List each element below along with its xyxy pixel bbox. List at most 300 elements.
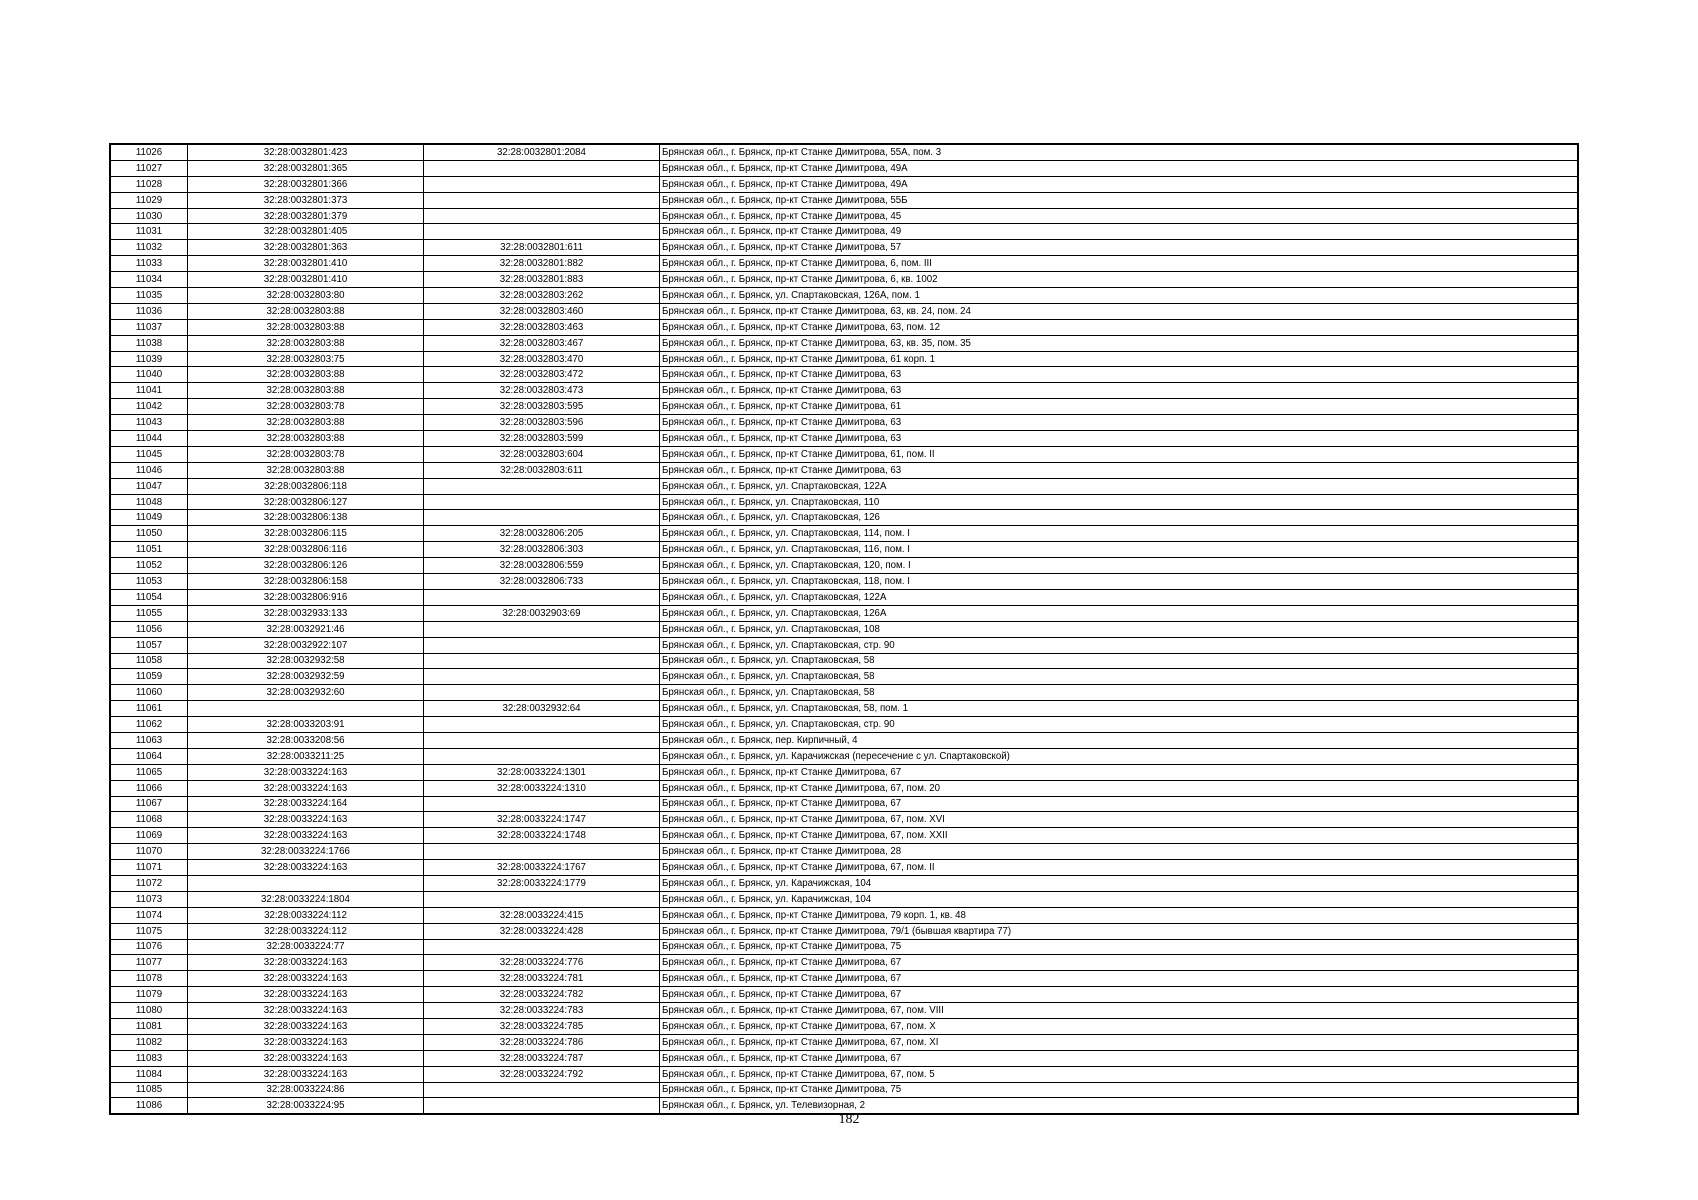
- address-cell: Брянская обл., г. Брянск, пр-кт Станке Димитрова, 63: [660, 431, 1578, 447]
- table-row: [111, 907, 1578, 923]
- cadastral-number-cell: 32:28:0033224:163: [188, 1018, 424, 1034]
- address-cell: Брянская обл., г. Брянск, пр-кт Станке Димитрова, 61 корп. 1: [660, 351, 1578, 367]
- table-row: [111, 145, 1578, 161]
- cadastral-number-cell: 32:28:0032803:88: [188, 319, 424, 335]
- premises-cadastral-number-cell: 32:28:0032803:473: [424, 383, 660, 399]
- premises-cadastral-number-cell: 32:28:0033224:1748: [424, 828, 660, 844]
- premises-cadastral-number-cell: [424, 494, 660, 510]
- row-number-cell: 11054: [111, 589, 188, 605]
- address-cell: Брянская обл., г. Брянск, пр-кт Станке Димитрова, 63, кв. 24, пом. 24: [660, 303, 1578, 319]
- registry-table-body: [111, 145, 1578, 1114]
- premises-cadastral-number-cell: 32:28:0032801:883: [424, 272, 660, 288]
- premises-cadastral-number-cell: [424, 653, 660, 669]
- cadastral-number-cell: 32:28:0032806:115: [188, 526, 424, 542]
- table-row: [111, 574, 1578, 590]
- row-number-cell: 11056: [111, 621, 188, 637]
- cadastral-number-cell: 32:28:0032801:423: [188, 145, 424, 161]
- address-cell: Брянская обл., г. Брянск, ул. Спартаковская, 110: [660, 494, 1578, 510]
- address-cell: Брянская обл., г. Брянск, пр-кт Станке Димитрова, 63, кв. 35, пом. 35: [660, 335, 1578, 351]
- cadastral-number-cell: 32:28:0032803:80: [188, 288, 424, 304]
- row-number-cell: 11052: [111, 558, 188, 574]
- table-row: [111, 669, 1578, 685]
- row-number-cell: 11061: [111, 701, 188, 717]
- table-row: [111, 685, 1578, 701]
- row-number-cell: 11070: [111, 844, 188, 860]
- premises-cadastral-number-cell: 32:28:0032806:559: [424, 558, 660, 574]
- table-row: [111, 780, 1578, 796]
- cadastral-number-cell: 32:28:0032801:410: [188, 256, 424, 272]
- cadastral-number-cell: 32:28:0033224:163: [188, 812, 424, 828]
- cadastral-number-cell: 32:28:0032806:138: [188, 510, 424, 526]
- cadastral-number-cell: 32:28:0032803:88: [188, 415, 424, 431]
- cadastral-number-cell: 32:28:0032803:75: [188, 351, 424, 367]
- address-cell: Брянская обл., г. Брянск, ул. Телевизорная, 2: [660, 1098, 1578, 1114]
- row-number-cell: 11050: [111, 526, 188, 542]
- premises-cadastral-number-cell: [424, 685, 660, 701]
- row-number-cell: 11071: [111, 860, 188, 876]
- premises-cadastral-number-cell: 32:28:0032803:262: [424, 288, 660, 304]
- premises-cadastral-number-cell: [424, 637, 660, 653]
- row-number-cell: 11035: [111, 288, 188, 304]
- cadastral-number-cell: 32:28:0032803:88: [188, 462, 424, 478]
- premises-cadastral-number-cell: [424, 478, 660, 494]
- row-number-cell: 11057: [111, 637, 188, 653]
- table-row: [111, 605, 1578, 621]
- address-cell: Брянская обл., г. Брянск, ул. Спартаковская, 126А: [660, 605, 1578, 621]
- address-cell: Брянская обл., г. Брянск, ул. Спартаковская, 120, пом. I: [660, 558, 1578, 574]
- row-number-cell: 11055: [111, 605, 188, 621]
- premises-cadastral-number-cell: 32:28:0032803:472: [424, 367, 660, 383]
- table-row: [111, 1034, 1578, 1050]
- premises-cadastral-number-cell: 32:28:0032803:604: [424, 446, 660, 462]
- address-cell: Брянская обл., г. Брянск, ул. Карачижская (пересечение с ул. Спартаковской): [660, 748, 1578, 764]
- table-row: [111, 208, 1578, 224]
- address-cell: Брянская обл., г. Брянск, ул. Спартаковская, 122А: [660, 478, 1578, 494]
- row-number-cell: 11042: [111, 399, 188, 415]
- premises-cadastral-number-cell: [424, 589, 660, 605]
- address-cell: Брянская обл., г. Брянск, пр-кт Станке Димитрова, 75: [660, 939, 1578, 955]
- cadastral-number-cell: 32:28:0033224:1804: [188, 891, 424, 907]
- table-row: [111, 701, 1578, 717]
- address-cell: Брянская обл., г. Брянск, пр-кт Станке Димитрова, 79/1 (бывшая квартира 77): [660, 923, 1578, 939]
- row-number-cell: 11073: [111, 891, 188, 907]
- address-cell: Брянская обл., г. Брянск, ул. Карачижская, 104: [660, 891, 1578, 907]
- premises-cadastral-number-cell: 32:28:0032801:2084: [424, 145, 660, 161]
- cadastral-number-cell: 32:28:0032803:88: [188, 335, 424, 351]
- address-cell: Брянская обл., г. Брянск, пр-кт Станке Димитрова, 63: [660, 367, 1578, 383]
- row-number-cell: 11040: [111, 367, 188, 383]
- premises-cadastral-number-cell: 32:28:0033224:415: [424, 907, 660, 923]
- row-number-cell: 11060: [111, 685, 188, 701]
- cadastral-number-cell: 32:28:0033224:164: [188, 796, 424, 812]
- premises-cadastral-number-cell: 32:28:0033224:781: [424, 971, 660, 987]
- cadastral-number-cell: 32:28:0032803:88: [188, 367, 424, 383]
- address-cell: Брянская обл., г. Брянск, пр-кт Станке Димитрова, 67: [660, 764, 1578, 780]
- cadastral-number-cell: 32:28:0033224:163: [188, 1050, 424, 1066]
- table-row: [111, 717, 1578, 733]
- premises-cadastral-number-cell: 32:28:0033224:792: [424, 1066, 660, 1082]
- address-cell: Брянская обл., г. Брянск, пр-кт Станке Димитрова, 63: [660, 415, 1578, 431]
- cadastral-number-cell: 32:28:0032806:118: [188, 478, 424, 494]
- address-cell: Брянская обл., г. Брянск, пр-кт Станке Димитрова, 67, пом. XI: [660, 1034, 1578, 1050]
- premises-cadastral-number-cell: 32:28:0032903:69: [424, 605, 660, 621]
- cadastral-number-cell: 32:28:0033224:163: [188, 764, 424, 780]
- premises-cadastral-number-cell: [424, 208, 660, 224]
- table-row: [111, 748, 1578, 764]
- row-number-cell: 11081: [111, 1018, 188, 1034]
- row-number-cell: 11032: [111, 240, 188, 256]
- premises-cadastral-number-cell: 32:28:0033224:782: [424, 987, 660, 1003]
- table-row: [111, 875, 1578, 891]
- row-number-cell: 11027: [111, 160, 188, 176]
- row-number-cell: 11044: [111, 431, 188, 447]
- table-row: [111, 844, 1578, 860]
- row-number-cell: 11063: [111, 732, 188, 748]
- cadastral-number-cell: 32:28:0032932:58: [188, 653, 424, 669]
- table-row: [111, 891, 1578, 907]
- premises-cadastral-number-cell: [424, 510, 660, 526]
- premises-cadastral-number-cell: 32:28:0033224:787: [424, 1050, 660, 1066]
- row-number-cell: 11028: [111, 176, 188, 192]
- row-number-cell: 11030: [111, 208, 188, 224]
- row-number-cell: 11045: [111, 446, 188, 462]
- cadastral-number-cell: 32:28:0032932:59: [188, 669, 424, 685]
- address-cell: Брянская обл., г. Брянск, пр-кт Станке Димитрова, 67, пом. 20: [660, 780, 1578, 796]
- premises-cadastral-number-cell: [424, 224, 660, 240]
- cadastral-number-cell: 32:28:0032803:88: [188, 431, 424, 447]
- premises-cadastral-number-cell: [424, 796, 660, 812]
- address-cell: Брянская обл., г. Брянск, пр-кт Станке Димитрова, 67: [660, 987, 1578, 1003]
- table-row: [111, 987, 1578, 1003]
- cadastral-number-cell: 32:28:0032803:88: [188, 383, 424, 399]
- address-cell: Брянская обл., г. Брянск, ул. Спартаковская, 116, пом. I: [660, 542, 1578, 558]
- address-cell: Брянская обл., г. Брянск, ул. Спартаковская, 122А: [660, 589, 1578, 605]
- premises-cadastral-number-cell: 32:28:0033224:1747: [424, 812, 660, 828]
- row-number-cell: 11085: [111, 1082, 188, 1098]
- cadastral-number-cell: 32:28:0033224:163: [188, 1066, 424, 1082]
- cadastral-number-cell: 32:28:0033224:163: [188, 860, 424, 876]
- cadastral-number-cell: 32:28:0033208:56: [188, 732, 424, 748]
- address-cell: Брянская обл., г. Брянск, пр-кт Станке Димитрова, 63, пом. 12: [660, 319, 1578, 335]
- premises-cadastral-number-cell: 32:28:0033224:1301: [424, 764, 660, 780]
- premises-cadastral-number-cell: 32:28:0033224:786: [424, 1034, 660, 1050]
- address-cell: Брянская обл., г. Брянск, ул. Спартаковская, 58: [660, 669, 1578, 685]
- row-number-cell: 11068: [111, 812, 188, 828]
- address-cell: Брянская обл., г. Брянск, пр-кт Станке Димитрова, 67, пом. XVI: [660, 812, 1578, 828]
- cadastral-number-cell: 32:28:0032803:78: [188, 446, 424, 462]
- premises-cadastral-number-cell: [424, 844, 660, 860]
- premises-cadastral-number-cell: [424, 621, 660, 637]
- table-row: [111, 558, 1578, 574]
- address-cell: Брянская обл., г. Брянск, пр-кт Станке Димитрова, 67: [660, 1050, 1578, 1066]
- address-cell: Брянская обл., г. Брянск, пр-кт Станке Димитрова, 63: [660, 383, 1578, 399]
- table-row: [111, 1050, 1578, 1066]
- table-row: [111, 1003, 1578, 1019]
- address-cell: Брянская обл., г. Брянск, пр-кт Станке Димитрова, 63: [660, 462, 1578, 478]
- address-cell: Брянская обл., г. Брянск, ул. Карачижская, 104: [660, 875, 1578, 891]
- premises-cadastral-number-cell: 32:28:0032801:882: [424, 256, 660, 272]
- table-row: [111, 637, 1578, 653]
- table-row: [111, 621, 1578, 637]
- cadastral-number-cell: 32:28:0032933:133: [188, 605, 424, 621]
- cadastral-number-cell: 32:28:0032932:60: [188, 685, 424, 701]
- premises-cadastral-number-cell: [424, 717, 660, 733]
- row-number-cell: 11066: [111, 780, 188, 796]
- cadastral-number-cell: 32:28:0033224:1766: [188, 844, 424, 860]
- registry-table: [110, 144, 1578, 1114]
- premises-cadastral-number-cell: [424, 669, 660, 685]
- row-number-cell: 11080: [111, 1003, 188, 1019]
- premises-cadastral-number-cell: [424, 160, 660, 176]
- premises-cadastral-number-cell: 32:28:0032803:596: [424, 415, 660, 431]
- row-number-cell: 11065: [111, 764, 188, 780]
- cadastral-number-cell: 32:28:0033224:163: [188, 987, 424, 1003]
- row-number-cell: 11049: [111, 510, 188, 526]
- address-cell: Брянская обл., г. Брянск, пр-кт Станке Димитрова, 6, пом. III: [660, 256, 1578, 272]
- row-number-cell: 11037: [111, 319, 188, 335]
- premises-cadastral-number-cell: 32:28:0032803:463: [424, 319, 660, 335]
- table-row: [111, 510, 1578, 526]
- premises-cadastral-number-cell: 32:28:0032801:611: [424, 240, 660, 256]
- row-number-cell: 11062: [111, 717, 188, 733]
- cadastral-number-cell: 32:28:0032801:373: [188, 192, 424, 208]
- table-row: [111, 160, 1578, 176]
- address-cell: Брянская обл., г. Брянск, пр-кт Станке Димитрова, 67: [660, 796, 1578, 812]
- cadastral-number-cell: 32:28:0033224:163: [188, 780, 424, 796]
- address-cell: Брянская обл., г. Брянск, пр-кт Станке Димитрова, 28: [660, 844, 1578, 860]
- address-cell: Брянская обл., г. Брянск, пр-кт Станке Димитрова, 75: [660, 1082, 1578, 1098]
- address-cell: Брянская обл., г. Брянск, пр-кт Станке Димитрова, 67, пом. II: [660, 860, 1578, 876]
- premises-cadastral-number-cell: 32:28:0033224:428: [424, 923, 660, 939]
- address-cell: Брянская обл., г. Брянск, пр-кт Станке Димитрова, 67, пом. X: [660, 1018, 1578, 1034]
- row-number-cell: 11033: [111, 256, 188, 272]
- row-number-cell: 11038: [111, 335, 188, 351]
- cadastral-number-cell: 32:28:0033224:163: [188, 971, 424, 987]
- address-cell: Брянская обл., г. Брянск, ул. Спартаковская, 108: [660, 621, 1578, 637]
- cadastral-number-cell: 32:28:0032801:410: [188, 272, 424, 288]
- premises-cadastral-number-cell: 32:28:0033224:776: [424, 955, 660, 971]
- cadastral-number-cell: 32:28:0032806:126: [188, 558, 424, 574]
- table-row: [111, 1018, 1578, 1034]
- cadastral-number-cell: 32:28:0033224:163: [188, 828, 424, 844]
- address-cell: Брянская обл., г. Брянск, пр-кт Станке Димитрова, 61: [660, 399, 1578, 415]
- address-cell: Брянская обл., г. Брянск, пр-кт Станке Димитрова, 67, пом. VIII: [660, 1003, 1578, 1019]
- table-row: [111, 288, 1578, 304]
- cadastral-number-cell: [188, 701, 424, 717]
- table-row: [111, 462, 1578, 478]
- table-row: [111, 796, 1578, 812]
- premises-cadastral-number-cell: [424, 891, 660, 907]
- address-cell: Брянская обл., г. Брянск, ул. Спартаковская, 58, пом. 1: [660, 701, 1578, 717]
- row-number-cell: 11075: [111, 923, 188, 939]
- table-row: [111, 176, 1578, 192]
- cadastral-number-cell: 32:28:0032803:78: [188, 399, 424, 415]
- table-row: [111, 478, 1578, 494]
- cadastral-number-cell: 32:28:0032801:363: [188, 240, 424, 256]
- table-row: [111, 240, 1578, 256]
- table-row: [111, 399, 1578, 415]
- table-row: [111, 589, 1578, 605]
- premises-cadastral-number-cell: 32:28:0032806:733: [424, 574, 660, 590]
- premises-cadastral-number-cell: 32:28:0033224:1779: [424, 875, 660, 891]
- premises-cadastral-number-cell: 32:28:0032806:303: [424, 542, 660, 558]
- address-cell: Брянская обл., г. Брянск, ул. Спартаковская, стр. 90: [660, 717, 1578, 733]
- row-number-cell: 11059: [111, 669, 188, 685]
- table-row: [111, 303, 1578, 319]
- address-cell: Брянская обл., г. Брянск, ул. Спартаковская, 126: [660, 510, 1578, 526]
- row-number-cell: 11083: [111, 1050, 188, 1066]
- table-row: [111, 828, 1578, 844]
- premises-cadastral-number-cell: 32:28:0032932:64: [424, 701, 660, 717]
- cadastral-number-cell: 32:28:0032806:916: [188, 589, 424, 605]
- row-number-cell: 11046: [111, 462, 188, 478]
- premises-cadastral-number-cell: [424, 732, 660, 748]
- cadastral-number-cell: 32:28:0033211:25: [188, 748, 424, 764]
- cadastral-number-cell: 32:28:0032922:107: [188, 637, 424, 653]
- address-cell: Брянская обл., г. Брянск, пр-кт Станке Димитрова, 61, пом. II: [660, 446, 1578, 462]
- cadastral-number-cell: 32:28:0032921:46: [188, 621, 424, 637]
- table-row: [111, 939, 1578, 955]
- premises-cadastral-number-cell: 32:28:0032803:470: [424, 351, 660, 367]
- premises-cadastral-number-cell: 32:28:0033224:785: [424, 1018, 660, 1034]
- cadastral-number-cell: 32:28:0032803:88: [188, 303, 424, 319]
- row-number-cell: 11026: [111, 145, 188, 161]
- address-cell: Брянская обл., г. Брянск, пр-кт Станке Димитрова, 49А: [660, 176, 1578, 192]
- row-number-cell: 11053: [111, 574, 188, 590]
- table-row: [111, 1082, 1578, 1098]
- cadastral-number-cell: 32:28:0032806:158: [188, 574, 424, 590]
- row-number-cell: 11029: [111, 192, 188, 208]
- table-row: [111, 732, 1578, 748]
- address-cell: Брянская обл., г. Брянск, пр-кт Станке Димитрова, 55Б: [660, 192, 1578, 208]
- cadastral-number-cell: 32:28:0033203:91: [188, 717, 424, 733]
- table-row: [111, 923, 1578, 939]
- cadastral-number-cell: 32:28:0033224:163: [188, 1034, 424, 1050]
- table-row: [111, 764, 1578, 780]
- address-cell: Брянская обл., г. Брянск, пр-кт Станке Димитрова, 55А, пом. 3: [660, 145, 1578, 161]
- row-number-cell: 11076: [111, 939, 188, 955]
- table-row: [111, 224, 1578, 240]
- address-cell: Брянская обл., г. Брянск, ул. Спартаковская, 58: [660, 653, 1578, 669]
- premises-cadastral-number-cell: 32:28:0032803:595: [424, 399, 660, 415]
- table-row: [111, 526, 1578, 542]
- row-number-cell: 11048: [111, 494, 188, 510]
- table-row: [111, 446, 1578, 462]
- row-number-cell: 11034: [111, 272, 188, 288]
- address-cell: Брянская обл., г. Брянск, пр-кт Станке Димитрова, 67, пом. 5: [660, 1066, 1578, 1082]
- address-cell: Брянская обл., г. Брянск, пр-кт Станке Димитрова, 45: [660, 208, 1578, 224]
- cadastral-number-cell: 32:28:0032806:127: [188, 494, 424, 510]
- address-cell: Брянская обл., г. Брянск, пр-кт Станке Димитрова, 57: [660, 240, 1578, 256]
- premises-cadastral-number-cell: [424, 176, 660, 192]
- premises-cadastral-number-cell: 32:28:0033224:1310: [424, 780, 660, 796]
- table-row: [111, 971, 1578, 987]
- cadastral-number-cell: 32:28:0033224:95: [188, 1098, 424, 1114]
- row-number-cell: 11077: [111, 955, 188, 971]
- premises-cadastral-number-cell: 32:28:0033224:783: [424, 1003, 660, 1019]
- address-cell: Брянская обл., г. Брянск, пр-кт Станке Димитрова, 79 корп. 1, кв. 48: [660, 907, 1578, 923]
- cadastral-number-cell: 32:28:0032801:365: [188, 160, 424, 176]
- premises-cadastral-number-cell: [424, 192, 660, 208]
- cadastral-number-cell: [188, 875, 424, 891]
- table-row: [111, 415, 1578, 431]
- table-row: [111, 860, 1578, 876]
- table-row: [111, 431, 1578, 447]
- address-cell: Брянская обл., г. Брянск, ул. Спартаковская, стр. 90: [660, 637, 1578, 653]
- row-number-cell: 11064: [111, 748, 188, 764]
- address-cell: Брянская обл., г. Брянск, пр-кт Станке Димитрова, 67: [660, 971, 1578, 987]
- cadastral-number-cell: 32:28:0033224:163: [188, 1003, 424, 1019]
- premises-cadastral-number-cell: [424, 748, 660, 764]
- cadastral-number-cell: 32:28:0032801:405: [188, 224, 424, 240]
- cadastral-number-cell: 32:28:0033224:163: [188, 955, 424, 971]
- address-cell: Брянская обл., г. Брянск, пр-кт Станке Димитрова, 49: [660, 224, 1578, 240]
- premises-cadastral-number-cell: 32:28:0033224:1767: [424, 860, 660, 876]
- row-number-cell: 11043: [111, 415, 188, 431]
- table-row: [111, 812, 1578, 828]
- table-row: [111, 367, 1578, 383]
- address-cell: Брянская обл., г. Брянск, пр-кт Станке Димитрова, 49А: [660, 160, 1578, 176]
- address-cell: Брянская обл., г. Брянск, ул. Спартаковская, 118, пом. I: [660, 574, 1578, 590]
- address-cell: Брянская обл., г. Брянск, пр-кт Станке Димитрова, 6, кв. 1002: [660, 272, 1578, 288]
- premises-cadastral-number-cell: 32:28:0032803:460: [424, 303, 660, 319]
- row-number-cell: 11084: [111, 1066, 188, 1082]
- row-number-cell: 11074: [111, 907, 188, 923]
- cadastral-number-cell: 32:28:0033224:77: [188, 939, 424, 955]
- premises-cadastral-number-cell: 32:28:0032803:599: [424, 431, 660, 447]
- cadastral-number-cell: 32:28:0033224:86: [188, 1082, 424, 1098]
- row-number-cell: 11086: [111, 1098, 188, 1114]
- row-number-cell: 11072: [111, 875, 188, 891]
- table-row: [111, 351, 1578, 367]
- premises-cadastral-number-cell: [424, 939, 660, 955]
- table-row: [111, 542, 1578, 558]
- row-number-cell: 11041: [111, 383, 188, 399]
- table-row: [111, 192, 1578, 208]
- table-row: [111, 383, 1578, 399]
- table-row: [111, 256, 1578, 272]
- cadastral-number-cell: 32:28:0032806:116: [188, 542, 424, 558]
- address-cell: Брянская обл., г. Брянск, пер. Кирпичный, 4: [660, 732, 1578, 748]
- row-number-cell: 11047: [111, 478, 188, 494]
- table-row: [111, 653, 1578, 669]
- page-number: 182: [838, 1112, 860, 1127]
- row-number-cell: 11079: [111, 987, 188, 1003]
- cadastral-number-cell: 32:28:0032801:379: [188, 208, 424, 224]
- address-cell: Брянская обл., г. Брянск, ул. Спартаковская, 114, пом. I: [660, 526, 1578, 542]
- table-row: [111, 955, 1578, 971]
- address-cell: Брянская обл., г. Брянск, пр-кт Станке Димитрова, 67, пом. XXII: [660, 828, 1578, 844]
- row-number-cell: 11036: [111, 303, 188, 319]
- cadastral-number-cell: 32:28:0033224:112: [188, 907, 424, 923]
- table-row: [111, 272, 1578, 288]
- cadastral-number-cell: 32:28:0032801:366: [188, 176, 424, 192]
- row-number-cell: 11078: [111, 971, 188, 987]
- premises-cadastral-number-cell: [424, 1082, 660, 1098]
- cadastral-number-cell: 32:28:0033224:112: [188, 923, 424, 939]
- premises-cadastral-number-cell: 32:28:0032803:611: [424, 462, 660, 478]
- table-row: [111, 494, 1578, 510]
- table-row: [111, 335, 1578, 351]
- address-cell: Брянская обл., г. Брянск, ул. Спартаковская, 126А, пом. 1: [660, 288, 1578, 304]
- premises-cadastral-number-cell: 32:28:0032803:467: [424, 335, 660, 351]
- premises-cadastral-number-cell: 32:28:0032806:205: [424, 526, 660, 542]
- row-number-cell: 11051: [111, 542, 188, 558]
- row-number-cell: 11069: [111, 828, 188, 844]
- address-cell: Брянская обл., г. Брянск, ул. Спартаковская, 58: [660, 685, 1578, 701]
- row-number-cell: 11082: [111, 1034, 188, 1050]
- row-number-cell: 11031: [111, 224, 188, 240]
